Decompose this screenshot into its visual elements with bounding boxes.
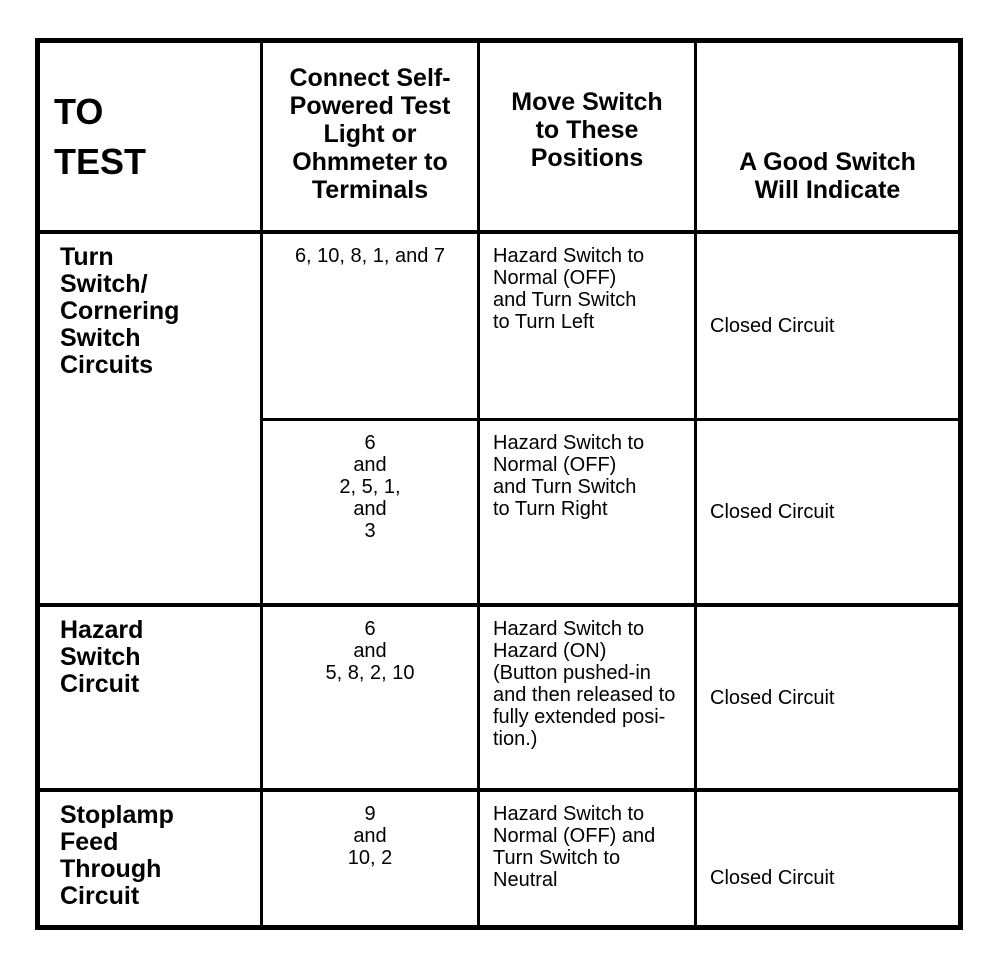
indicate-cell: Closed Circuit (710, 686, 835, 709)
positions-cell: Hazard Switch to Normal (OFF) and Turn Switch to Neutral (493, 803, 656, 891)
switch-test-table (35, 38, 963, 930)
indicate-cell: Closed Circuit (710, 315, 835, 337)
positions-cell: Hazard Switch to Normal (OFF) and Turn Switch to Turn Left (493, 245, 645, 333)
header-positions: Move Switch to These Positions (511, 88, 663, 172)
header-terminals: Connect Self- Powered Test Light or Ohmmeter to Terminals (289, 63, 451, 204)
indicate-cell: Closed Circuit (710, 501, 835, 523)
positions-cell: Hazard Switch to Hazard (ON) (Button pushed-in and then released to fully extended posi- tion.) (493, 618, 676, 750)
test-name: Stoplamp Feed Through Circuit (60, 801, 174, 910)
header-to-test: TO TEST (54, 90, 147, 182)
terminals-cell: 6 and 5, 8, 2, 10 (325, 618, 415, 684)
positions-cell: Hazard Switch to Normal (OFF) and Turn Switch to Turn Right (493, 432, 645, 520)
header-indicate: A Good Switch Will Indicate (739, 148, 916, 204)
terminals-cell: 9 and 10, 2 (347, 803, 393, 869)
indicate-cell: Closed Circuit (710, 867, 835, 889)
test-name: Turn Switch/ Cornering Switch Circuits (60, 243, 180, 379)
terminals-cell: 6 and 2, 5, 1, and 3 (339, 432, 401, 542)
test-name: Hazard Switch Circuit (60, 616, 144, 698)
terminals-cell: 6, 10, 8, 1, and 7 (294, 245, 446, 267)
